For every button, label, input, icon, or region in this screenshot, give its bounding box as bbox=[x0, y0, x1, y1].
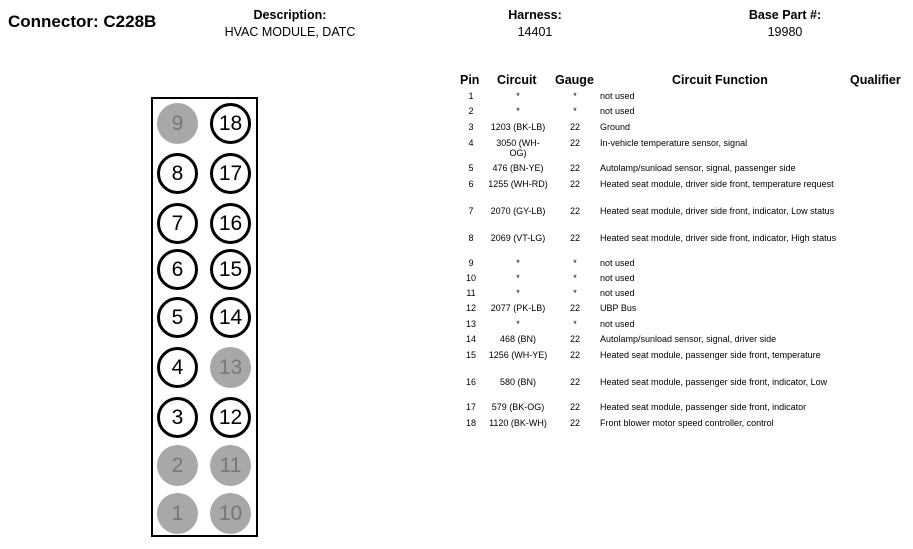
connector-pin-13: 13 bbox=[210, 347, 251, 388]
connector-face bbox=[151, 97, 258, 537]
function-cell: not used bbox=[600, 106, 635, 116]
circuit-cell: * bbox=[516, 106, 520, 116]
circuit-cell: 2069 (VT-LG) bbox=[490, 233, 546, 243]
function-cell: Front blower motor speed controller, control bbox=[600, 418, 774, 428]
circuit-cell: * bbox=[516, 319, 520, 329]
pin-cell: 17 bbox=[465, 402, 476, 412]
pin-cell: 16 bbox=[465, 377, 476, 387]
function-cell: Heated seat module, driver side front, indicator, High status bbox=[600, 233, 837, 243]
pin-cell: 11 bbox=[466, 288, 476, 298]
harness-value: 14401 bbox=[517, 25, 553, 39]
col-header-function: Circuit Function bbox=[672, 73, 768, 87]
connector-pin-17: 17 bbox=[210, 153, 251, 194]
connector-pin-3: 3 bbox=[157, 397, 198, 438]
col-header-circuit: Circuit bbox=[497, 73, 537, 87]
pin-cell: 6 bbox=[468, 179, 474, 189]
connector-pin-7: 7 bbox=[157, 203, 198, 244]
circuit-cell: 3050 (WH-OG) bbox=[496, 138, 540, 158]
gauge-cell: 22 bbox=[569, 377, 580, 387]
function-cell: Heated seat module, passenger side front, temperature bbox=[600, 350, 821, 360]
connector-pin-12: 12 bbox=[210, 397, 251, 438]
base-part-value: 19980 bbox=[767, 25, 803, 39]
col-header-qualifier: Qualifier bbox=[850, 73, 901, 87]
base-part-label: Base Part #: bbox=[748, 8, 822, 22]
function-cell: not used bbox=[600, 288, 635, 298]
circuit-cell: 1120 (BK-WH) bbox=[489, 418, 547, 428]
circuit-cell: 1203 (BK-LB) bbox=[490, 122, 546, 132]
function-cell: Heated seat module, driver side front, temperature request bbox=[600, 179, 834, 189]
circuit-cell: 1255 (WH-RD) bbox=[488, 179, 548, 189]
gauge-cell: * bbox=[573, 106, 577, 116]
col-header-gauge: Gauge bbox=[555, 73, 594, 87]
function-cell: not used bbox=[600, 258, 635, 268]
function-cell: Heated seat module, passenger side front, indicator, Low bbox=[600, 377, 828, 387]
function-cell: not used bbox=[600, 91, 635, 101]
connector-pin-6: 6 bbox=[157, 249, 198, 290]
gauge-cell: 22 bbox=[569, 350, 580, 360]
gauge-cell: 22 bbox=[569, 122, 580, 132]
function-cell: Heated seat module, driver side front, indicator, Low status bbox=[600, 206, 835, 216]
function-cell: Heated seat module, passenger side front, indicator bbox=[600, 402, 807, 412]
connector-pin-15: 15 bbox=[210, 249, 251, 290]
gauge-cell: 22 bbox=[569, 138, 580, 148]
pin-cell: 7 bbox=[468, 206, 474, 216]
circuit-cell: 476 (BN-YE) bbox=[492, 163, 544, 173]
pin-cell: 12 bbox=[465, 303, 476, 313]
harness-label: Harness: bbox=[508, 8, 562, 22]
gauge-cell: * bbox=[573, 288, 577, 298]
circuit-cell: * bbox=[516, 258, 520, 268]
gauge-cell: * bbox=[573, 258, 577, 268]
function-cell: Autolamp/sunload sensor, signal, driver side bbox=[600, 334, 777, 344]
connector-pin-9: 9 bbox=[157, 103, 198, 144]
pin-cell: 18 bbox=[465, 418, 476, 428]
gauge-cell: 22 bbox=[569, 179, 580, 189]
gauge-cell: * bbox=[573, 273, 577, 283]
pin-cell: 8 bbox=[468, 233, 474, 243]
connector-pin-10: 10 bbox=[210, 493, 251, 534]
pin-cell: 9 bbox=[468, 258, 474, 268]
gauge-cell: * bbox=[573, 91, 577, 101]
gauge-cell: 22 bbox=[569, 334, 580, 344]
pin-cell: 5 bbox=[468, 163, 474, 173]
circuit-cell: 580 (BN) bbox=[499, 377, 536, 387]
pin-cell: 1 bbox=[468, 91, 474, 101]
circuit-cell: 2077 (PK-LB) bbox=[490, 303, 546, 313]
connector-pin-11: 11 bbox=[210, 445, 251, 486]
pin-cell: 15 bbox=[465, 350, 476, 360]
connector-pin-2: 2 bbox=[157, 445, 198, 486]
function-cell: not used bbox=[600, 319, 635, 329]
description-label: Description: bbox=[253, 8, 327, 22]
connector-pin-16: 16 bbox=[210, 203, 251, 244]
circuit-cell: * bbox=[516, 273, 520, 283]
gauge-cell: 22 bbox=[569, 402, 580, 412]
connector-pin-1: 1 bbox=[157, 493, 198, 534]
gauge-cell: 22 bbox=[569, 163, 580, 173]
circuit-cell: 1256 (WH-YE) bbox=[488, 350, 548, 360]
harness-block bbox=[480, 7, 590, 41]
circuit-cell: 579 (BK-OG) bbox=[491, 402, 545, 412]
circuit-cell: * bbox=[516, 91, 520, 101]
connector-pin-14: 14 bbox=[210, 297, 251, 338]
circuit-cell: 468 (BN) bbox=[499, 334, 536, 344]
gauge-cell: 22 bbox=[569, 233, 580, 243]
description-block bbox=[210, 7, 370, 41]
connector-pin-18: 18 bbox=[210, 103, 251, 144]
pin-cell: 14 bbox=[465, 334, 476, 344]
connector-pin-5: 5 bbox=[157, 297, 198, 338]
connector-pin-8: 8 bbox=[157, 153, 198, 194]
description-value: HVAC MODULE, DATC bbox=[224, 25, 356, 39]
gauge-cell: 22 bbox=[569, 303, 580, 313]
function-cell: In-vehicle temperature sensor, signal bbox=[600, 138, 748, 148]
pin-cell: 10 bbox=[465, 273, 476, 283]
connector-pin-4: 4 bbox=[157, 347, 198, 388]
pin-cell: 4 bbox=[468, 138, 474, 148]
function-cell: not used bbox=[600, 273, 635, 283]
pin-cell: 3 bbox=[468, 122, 474, 132]
col-header-pin: Pin bbox=[460, 73, 480, 87]
circuit-cell: 2070 (GY-LB) bbox=[490, 206, 546, 216]
base-part-block bbox=[720, 7, 850, 41]
function-cell: Autolamp/sunload sensor, signal, passenger side bbox=[600, 163, 796, 173]
gauge-cell: 22 bbox=[569, 206, 580, 216]
pin-cell: 2 bbox=[468, 106, 474, 116]
gauge-cell: * bbox=[573, 319, 577, 329]
gauge-cell: 22 bbox=[569, 418, 580, 428]
circuit-cell: * bbox=[516, 288, 520, 298]
function-cell: UBP Bus bbox=[600, 303, 637, 313]
connector-title: Connector: C228B bbox=[8, 12, 157, 31]
pin-cell: 13 bbox=[465, 319, 476, 329]
function-cell: Ground bbox=[600, 122, 631, 132]
